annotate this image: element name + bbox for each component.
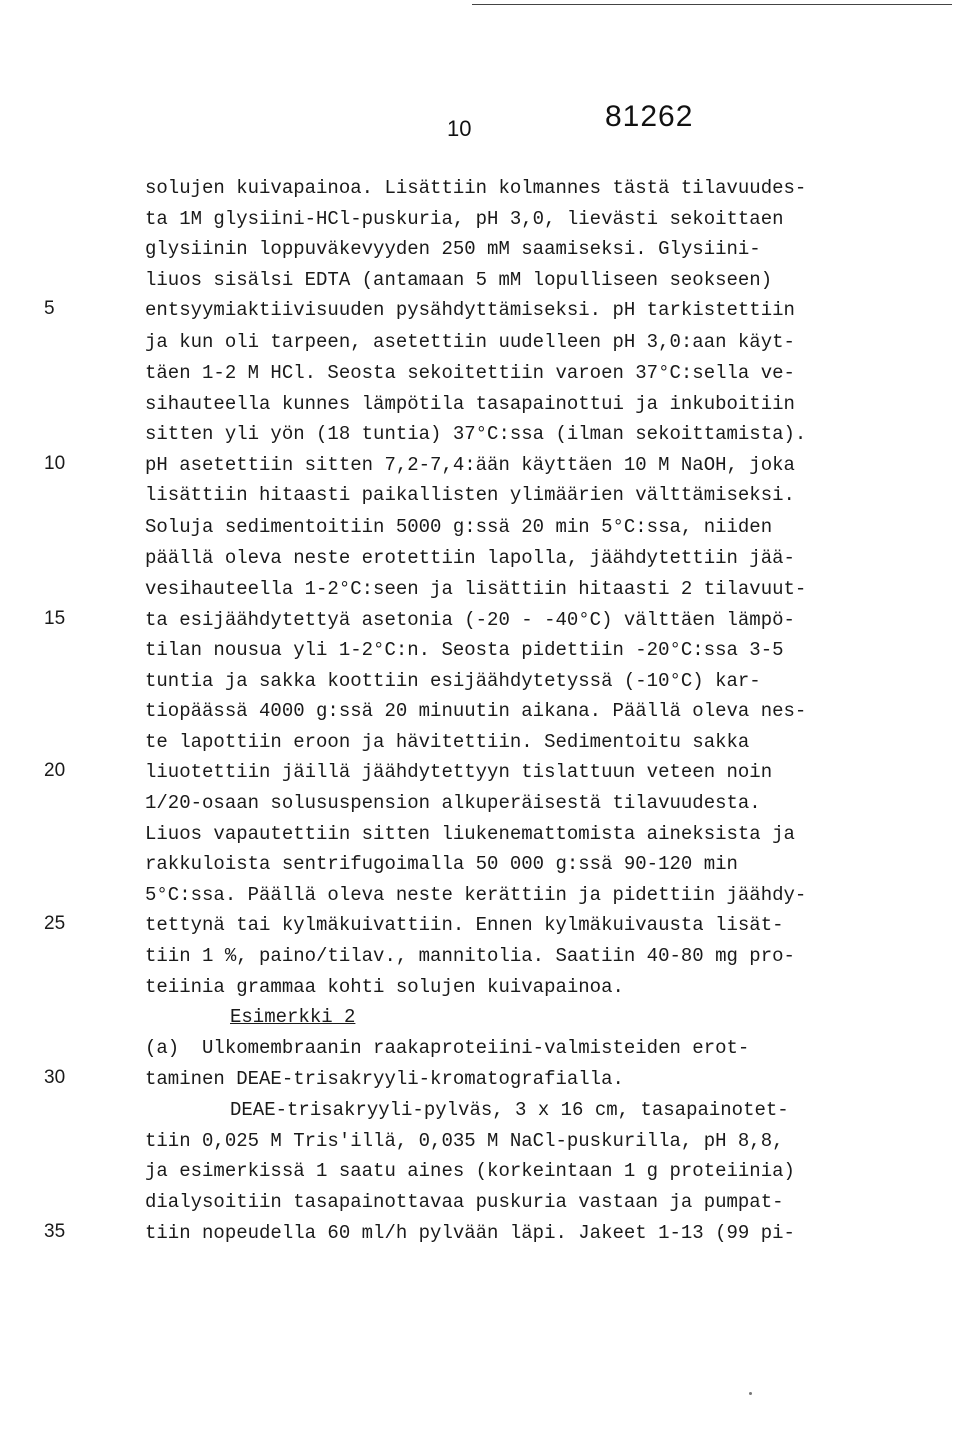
text-line: täen 1-2 M HCl. Seosta sekoitettiin varoen 37°C:sella ve- [145, 362, 795, 384]
margin-number: 5 [44, 298, 55, 319]
text-line: tiin 1 %, paino/tilav., mannitolia. Saatiin 40-80 mg pro- [145, 945, 795, 967]
text-line: 5°C:ssa. Päällä oleva neste kerättiin ja pidettiin jäähdy- [145, 884, 807, 906]
text-line: ja kun oli tarpeen, asetettiin uudelleen pH 3,0:aan käyt- [145, 331, 795, 353]
text-line: sihauteella kunnes lämpötila tasapainottui ja inkuboitiin [145, 393, 795, 415]
text-line: te lapottiin eroon ja hävitettiin. Sedimentoitu sakka [145, 731, 750, 753]
text-line: DEAE-trisakryyli-pylväs, 3 x 16 cm, tasapainotet- [230, 1099, 789, 1121]
text-line: liuotettiin jäillä jäähdytettyyn tislattuun veteen noin [145, 761, 773, 783]
text-line: Soluja sedimentoitiin 5000 g:ssä 20 min 5°C:ssa, niiden [145, 516, 773, 538]
text-line: tilan nousua yli 1-2°C:n. Seosta pidettiin -20°C:ssa 3-5 [145, 639, 784, 661]
margin-number: 10 [44, 453, 66, 474]
text-line: vesihauteella 1-2°C:seen ja lisättiin hitaasti 2 tilavuut- [145, 578, 807, 600]
text-line: Liuos vapautettiin sitten liukenemattomista aineksista ja [145, 823, 795, 845]
margin-number: 15 [44, 608, 66, 629]
margin-number: 20 [44, 760, 66, 781]
text-line: pH asetettiin sitten 7,2-7,4:ään käyttäen 10 M NaOH, joka [145, 454, 795, 476]
text-line: taminen DEAE-trisakryyli-kromatografialla. [145, 1068, 624, 1090]
patent-number: 81262 [605, 100, 694, 133]
text-line: ta esijäähdytettyä asetonia (-20 - -40°C) välttäen lämpö- [145, 609, 795, 631]
text-line: liuos sisälsi EDTA (antamaan 5 mM lopulliseen seokseen) [145, 269, 773, 291]
text-line: glysiinin loppuväkevyyden 250 mM saamiseksi. Glysiini- [145, 238, 761, 260]
margin-number: 35 [44, 1221, 66, 1242]
text-line: dialysoitiin tasapainottavaa puskuria vastaan ja pumpat- [145, 1191, 784, 1213]
text-line: rakkuloista sentrifugoimalla 50 000 g:ssä 90-120 min [145, 853, 738, 875]
text-line: tiin nopeudella 60 ml/h pylvään läpi. Jakeet 1-13 (99 pi- [145, 1222, 795, 1244]
text-line: tuntia ja sakka koottiin esijäähdytetyssä (-10°C) kar- [145, 670, 761, 692]
margin-number: 25 [44, 913, 66, 934]
scan-speck [749, 1392, 752, 1395]
top-rule [472, 4, 952, 5]
text-line: tiopäässä 4000 g:ssä 20 minuutin aikana. Päällä oleva nes- [145, 700, 807, 722]
text-line: 1/20-osaan solususpension alkuperäisestä tilavuudesta. [145, 792, 761, 814]
text-line: ja esimerkissä 1 saatu aines (korkeintaan 1 g proteiinia) [145, 1160, 795, 1182]
text-line: entsyymiaktiivisuuden pysähdyttämiseksi. pH tarkistettiin [145, 299, 795, 321]
text-line: solujen kuivapainoa. Lisättiin kolmannes tästä tilavuudes- [145, 177, 807, 199]
section-heading: Esimerkki 2 [230, 1006, 356, 1028]
text-line: ta 1M glysiini-HCl-puskuria, pH 3,0, lievästi sekoittaen [145, 208, 784, 230]
text-line: päällä oleva neste erotettiin lapolla, jäähdytettiin jää- [145, 547, 795, 569]
text-line: (a) Ulkomembraanin raakaproteiini-valmisteiden erot- [145, 1037, 750, 1059]
text-line: sitten yli yön (18 tuntia) 37°C:ssa (ilman sekoittamista). [145, 423, 807, 445]
text-line: lisättiin hitaasti paikallisten ylimäärien välttämiseksi. [145, 484, 795, 506]
text-line: teiinia grammaa kohti solujen kuivapainoa. [145, 976, 624, 998]
margin-number: 30 [44, 1067, 66, 1088]
page-number: 10 [447, 116, 472, 141]
text-line: tiin 0,025 M Tris'illä, 0,035 M NaCl-puskurilla, pH 8,8, [145, 1130, 784, 1152]
text-line: tettynä tai kylmäkuivattiin. Ennen kylmäkuivausta lisät- [145, 914, 784, 936]
